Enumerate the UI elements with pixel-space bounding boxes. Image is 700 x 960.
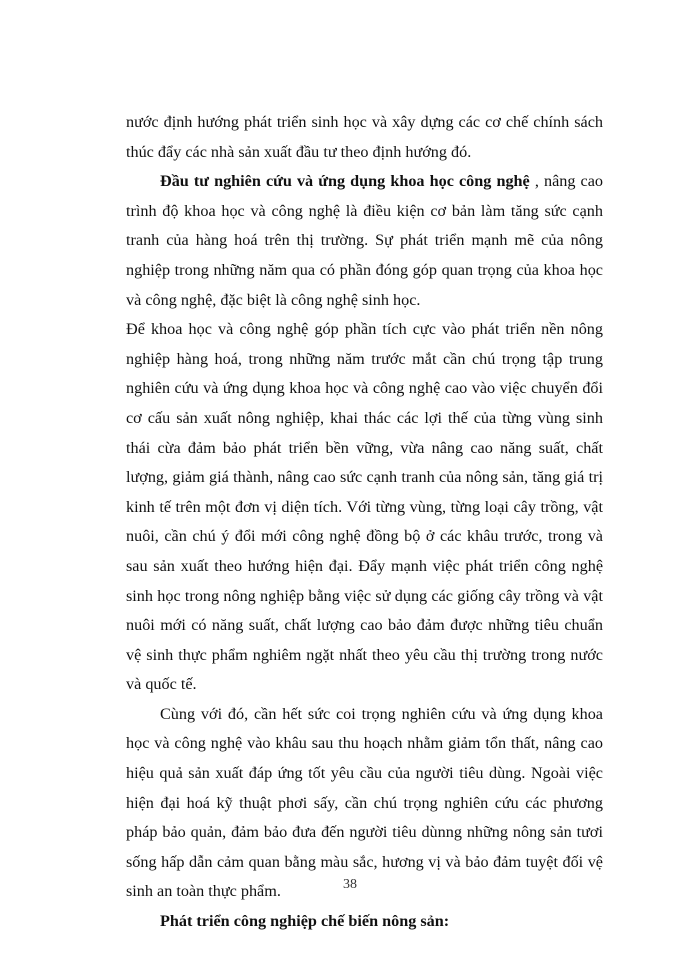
paragraph-science-technology: Để khoa học và công nghệ góp phần tích cực vào phát triển nền nông nghiệp hàng hoá, trong những năm trước mắt cần chú trọng tập trung nghiên cứu và ứng dụng khoa học và công nghệ cao vào việc chuyển đổi cơ cấu sản xuất nông nghiệp, khai thác các lợi thế của từng vùng sinh thái cừa đảm bảo phát triển bền vững, vừa nâng cao năng suất, chất lượng, giảm giá thành, nâng cao sức cạnh tranh của nông sản, tăng giá trị kinh tế trên một đơn vị diện tích. Với từng vùng, từng loại cây trồng, vật nuôi, cần chú ý đổi mới công nghệ đồng bộ ở các khâu trước, trong và sau sản xuất theo hướng hiện đại. Đẩy mạnh việc phát triển công nghệ sinh học trong nông nghiệp bằng việc sử dụng các giống cây trồng và vật nuôi mới có năng suất, chất lượng cao bảo đảm được những tiêu chuẩn vệ sinh thực phẩm nghiêm ngặt nhất theo yêu cầu thị trường trong nước và quốc tế. [126,320,603,694]
paragraph-continuation: nước định hướng phát triển sinh học và xây dựng các cơ chế chính sách thúc đẩy các nhà sản xuất đầu tư theo định hướng đó. [126,113,603,161]
body-text [126,108,603,937]
section-heading: Phát triển công nghiệp chế biến nông sản: [160,912,450,931]
paragraph-body: , nâng cao trình độ khoa học và công nghệ là điều kiện cơ bản làm tăng sức cạnh tranh của hàng hoá trên thị trường. Sự phát triển mạnh mẽ của nông nghiệp trong những năm qua có phần đóng góp quan trọng của khoa học và công nghệ, đặc biệt là công nghệ sinh học. [126,172,604,309]
paragraph-lead-bold: Đầu tư nghiên cứu và ứng dụng khoa học công nghệ [160,172,530,191]
page-number: 38 [343,877,357,892]
paragraph-post-harvest: Cùng với đó, cần hết sức coi trọng nghiên cứu và ứng dụng khoa học và công nghệ vào khâu sau thu hoạch nhằm giảm tổn thất, nâng cao hiệu quả sản xuất đáp ứng tốt yêu cầu của người tiêu dùng. Ngoài việc hiện đại hoá kỹ thuật phơi sấy, cần chú trọng nghiên cứu các phương pháp bảo quản, đảm bảo đưa đến người tiêu dùnng những nông sản tươi sống hấp dẫn cảm quan bằng màu sắc, hương vị và bảo đảm tuyệt đối vệ sinh an toàn thực phẩm. [126,704,603,901]
paragraph-research-investment [126,167,603,315]
